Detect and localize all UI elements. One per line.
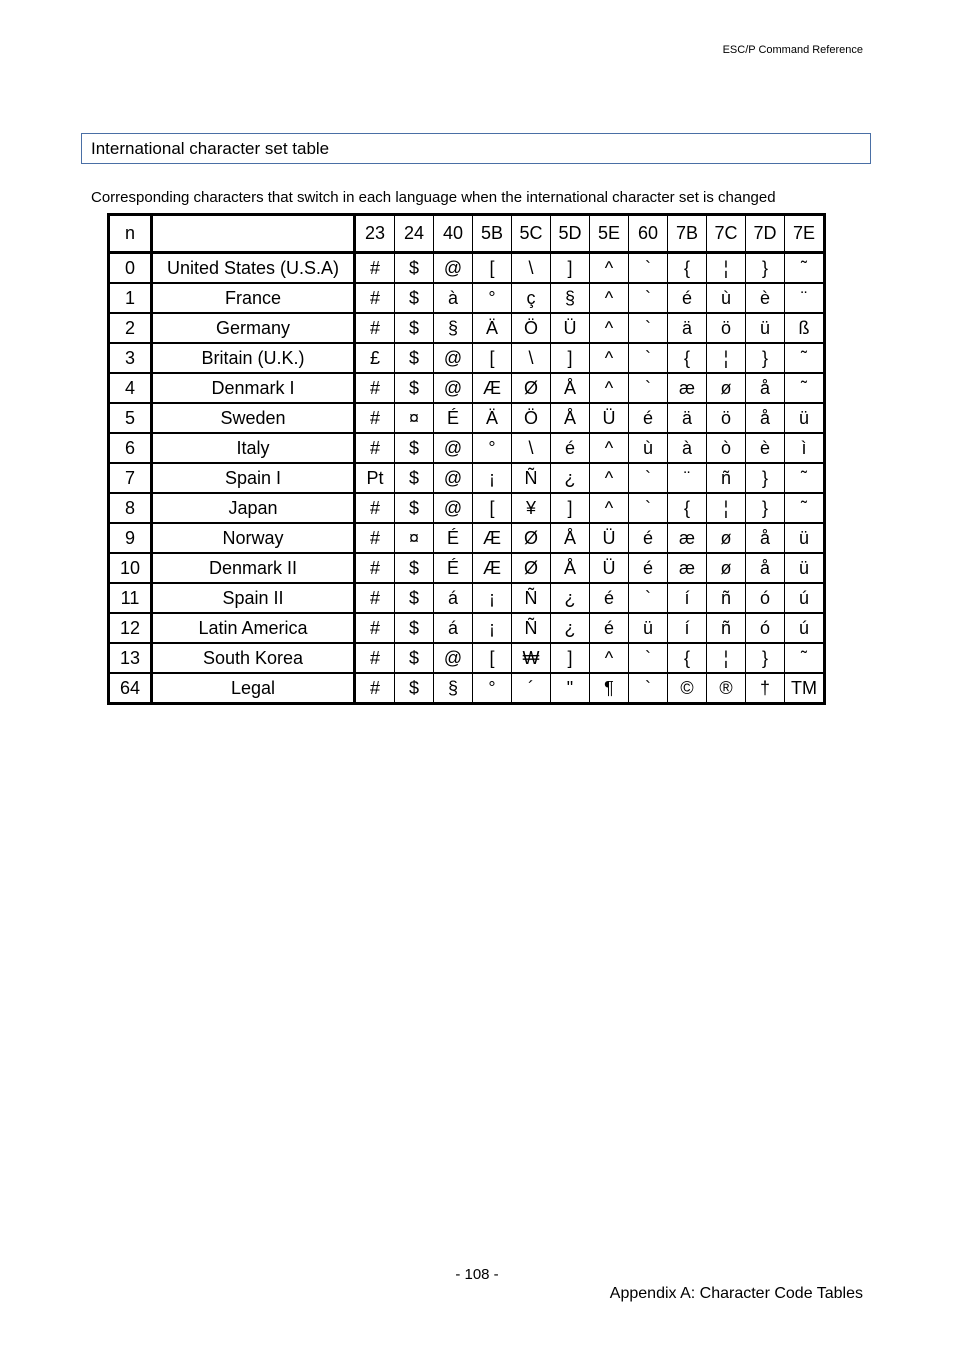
char-cell: ` — [629, 673, 668, 704]
table-header-row — [109, 215, 825, 253]
char-cell: é — [629, 553, 668, 583]
table-row — [109, 283, 825, 313]
char-cell: Æ — [473, 373, 512, 403]
char-cell: ¨ — [785, 283, 825, 313]
char-cell: ` — [629, 343, 668, 373]
char-cell: ® — [707, 673, 746, 704]
char-cell: ø — [707, 523, 746, 553]
char-cell: ` — [629, 313, 668, 343]
char-cell: ^ — [590, 463, 629, 493]
char-cell: ¦ — [707, 343, 746, 373]
char-cell: ^ — [590, 643, 629, 673]
row-n: 1 — [109, 283, 152, 313]
header-code-5e: 5E — [590, 215, 629, 253]
char-cell: á — [434, 583, 473, 613]
table-row — [109, 493, 825, 523]
char-cell: Ñ — [512, 463, 551, 493]
header-code-7e: 7E — [785, 215, 825, 253]
char-cell: ` — [629, 463, 668, 493]
row-n: 64 — [109, 673, 152, 704]
char-cell: å — [746, 373, 785, 403]
char-cell: ü — [629, 613, 668, 643]
char-cell: § — [551, 283, 590, 313]
char-cell: à — [668, 433, 707, 463]
char-cell: \ — [512, 343, 551, 373]
char-cell: [ — [473, 643, 512, 673]
char-cell: $ — [395, 283, 434, 313]
header-code-5d: 5D — [551, 215, 590, 253]
row-country: Norway — [152, 523, 355, 553]
char-cell: ₩ — [512, 643, 551, 673]
char-cell: ˜ — [785, 253, 825, 284]
char-cell: ø — [707, 373, 746, 403]
char-cell: $ — [395, 613, 434, 643]
char-cell: ° — [473, 283, 512, 313]
char-cell: å — [746, 553, 785, 583]
row-country: Sweden — [152, 403, 355, 433]
row-n: 5 — [109, 403, 152, 433]
char-cell: } — [746, 463, 785, 493]
char-cell: [ — [473, 493, 512, 523]
table-row — [109, 523, 825, 553]
char-cell: { — [668, 493, 707, 523]
char-cell: } — [746, 253, 785, 284]
char-cell: @ — [434, 643, 473, 673]
row-country: Germany — [152, 313, 355, 343]
char-cell: ` — [629, 283, 668, 313]
char-cell: ^ — [590, 283, 629, 313]
char-cell: í — [668, 583, 707, 613]
char-cell: é — [590, 613, 629, 643]
char-cell: ¨ — [668, 463, 707, 493]
char-cell: $ — [395, 343, 434, 373]
char-cell: Ä — [473, 313, 512, 343]
char-cell: " — [551, 673, 590, 704]
char-cell: ú — [785, 613, 825, 643]
row-n: 3 — [109, 343, 152, 373]
table-row — [109, 673, 825, 704]
table-row — [109, 253, 825, 284]
char-cell: Ü — [590, 403, 629, 433]
section-title: International character set table — [81, 133, 871, 164]
table-row — [109, 433, 825, 463]
international-charset-table — [107, 213, 826, 705]
char-cell: Ü — [551, 313, 590, 343]
row-country: Legal — [152, 673, 355, 704]
char-cell: $ — [395, 253, 434, 284]
char-cell: $ — [395, 643, 434, 673]
char-cell: ü — [746, 313, 785, 343]
char-cell: æ — [668, 373, 707, 403]
table-row — [109, 373, 825, 403]
table-row — [109, 313, 825, 343]
char-cell: # — [355, 313, 395, 343]
char-cell: ^ — [590, 253, 629, 284]
table-row — [109, 553, 825, 583]
char-cell: ¤ — [395, 523, 434, 553]
row-country: Denmark II — [152, 553, 355, 583]
header-code-24: 24 — [395, 215, 434, 253]
char-cell: é — [668, 283, 707, 313]
char-cell: ` — [629, 583, 668, 613]
char-cell: { — [668, 343, 707, 373]
char-cell: ] — [551, 493, 590, 523]
char-cell: $ — [395, 493, 434, 523]
page-number: - 108 - — [455, 1266, 499, 1283]
footer-chapter-title: Appendix A: Character Code Tables — [609, 1285, 863, 1302]
char-cell: è — [746, 283, 785, 313]
char-cell: ä — [668, 403, 707, 433]
char-cell: É — [434, 403, 473, 433]
char-cell: ñ — [707, 583, 746, 613]
char-cell: $ — [395, 463, 434, 493]
char-cell: ¦ — [707, 493, 746, 523]
char-cell: } — [746, 493, 785, 523]
char-cell: [ — [473, 343, 512, 373]
row-country: France — [152, 283, 355, 313]
char-cell: è — [746, 433, 785, 463]
char-cell: Ü — [590, 523, 629, 553]
char-cell: ó — [746, 583, 785, 613]
char-cell: æ — [668, 523, 707, 553]
char-cell: $ — [395, 313, 434, 343]
table-row — [109, 343, 825, 373]
char-cell: # — [355, 493, 395, 523]
char-cell: ¦ — [707, 253, 746, 284]
char-cell: Æ — [473, 553, 512, 583]
char-cell: é — [629, 403, 668, 433]
char-cell: ó — [746, 613, 785, 643]
char-cell: Ö — [512, 403, 551, 433]
char-cell: Å — [551, 553, 590, 583]
char-cell: $ — [395, 433, 434, 463]
header-code-40: 40 — [434, 215, 473, 253]
char-cell: # — [355, 553, 395, 583]
char-cell: ü — [785, 403, 825, 433]
char-cell: ] — [551, 343, 590, 373]
char-cell: Ñ — [512, 583, 551, 613]
char-cell: { — [668, 253, 707, 284]
char-cell: } — [746, 343, 785, 373]
row-n: 11 — [109, 583, 152, 613]
char-cell: à — [434, 283, 473, 313]
char-cell: # — [355, 403, 395, 433]
row-n: 9 — [109, 523, 152, 553]
char-cell: # — [355, 523, 395, 553]
table-row — [109, 583, 825, 613]
table-row — [109, 643, 825, 673]
char-cell: ¿ — [551, 583, 590, 613]
char-cell: # — [355, 253, 395, 284]
char-cell: @ — [434, 253, 473, 284]
running-header: ESC/P Command Reference — [722, 44, 863, 56]
char-cell: ¡ — [473, 463, 512, 493]
char-cell: { — [668, 643, 707, 673]
char-cell: ç — [512, 283, 551, 313]
char-cell: @ — [434, 373, 473, 403]
char-cell: ^ — [590, 433, 629, 463]
char-cell: $ — [395, 673, 434, 704]
header-code-7c: 7C — [707, 215, 746, 253]
char-cell: £ — [355, 343, 395, 373]
header-code-7b: 7B — [668, 215, 707, 253]
char-cell: ù — [707, 283, 746, 313]
char-cell: Ü — [590, 553, 629, 583]
char-cell: ˜ — [785, 373, 825, 403]
char-cell: ò — [707, 433, 746, 463]
char-cell: ö — [707, 403, 746, 433]
char-cell: TM — [785, 673, 825, 704]
char-cell: # — [355, 433, 395, 463]
char-cell: ˜ — [785, 643, 825, 673]
char-cell: § — [434, 673, 473, 704]
char-cell: Ö — [512, 313, 551, 343]
header-code-5b: 5B — [473, 215, 512, 253]
char-cell: © — [668, 673, 707, 704]
char-cell: ¶ — [590, 673, 629, 704]
char-cell: ^ — [590, 373, 629, 403]
char-cell: # — [355, 283, 395, 313]
char-cell: ñ — [707, 613, 746, 643]
char-cell: ù — [629, 433, 668, 463]
table-caption: Corresponding characters that switch in each language when the international character set is changed — [91, 189, 776, 206]
row-country: Latin America — [152, 613, 355, 643]
char-cell: † — [746, 673, 785, 704]
char-cell: æ — [668, 553, 707, 583]
char-cell: í — [668, 613, 707, 643]
row-n: 6 — [109, 433, 152, 463]
char-cell: @ — [434, 433, 473, 463]
char-cell: É — [434, 523, 473, 553]
char-cell: # — [355, 613, 395, 643]
char-cell: ö — [707, 313, 746, 343]
row-country: Denmark I — [152, 373, 355, 403]
char-cell: ¤ — [395, 403, 434, 433]
char-cell: é — [551, 433, 590, 463]
table-row — [109, 613, 825, 643]
char-cell: ˜ — [785, 343, 825, 373]
char-cell: å — [746, 523, 785, 553]
char-cell: ` — [629, 373, 668, 403]
char-cell: Ø — [512, 373, 551, 403]
char-cell: á — [434, 613, 473, 643]
table-row — [109, 403, 825, 433]
char-cell: Ñ — [512, 613, 551, 643]
char-cell: Æ — [473, 523, 512, 553]
row-n: 4 — [109, 373, 152, 403]
char-cell: Å — [551, 373, 590, 403]
char-cell: ä — [668, 313, 707, 343]
row-country: Italy — [152, 433, 355, 463]
char-cell: ü — [785, 553, 825, 583]
char-cell: ü — [785, 523, 825, 553]
char-cell: ¿ — [551, 463, 590, 493]
char-cell: ^ — [590, 493, 629, 523]
char-cell: ° — [473, 673, 512, 704]
char-cell: Ø — [512, 523, 551, 553]
char-cell: ˜ — [785, 493, 825, 523]
row-n: 7 — [109, 463, 152, 493]
char-cell: ¦ — [707, 643, 746, 673]
char-cell: $ — [395, 553, 434, 583]
char-cell: \ — [512, 253, 551, 284]
char-cell: Å — [551, 403, 590, 433]
char-cell: ø — [707, 553, 746, 583]
char-cell: @ — [434, 463, 473, 493]
char-cell: ¡ — [473, 583, 512, 613]
row-country: Spain I — [152, 463, 355, 493]
char-cell: Ø — [512, 553, 551, 583]
row-n: 10 — [109, 553, 152, 583]
row-country: Britain (U.K.) — [152, 343, 355, 373]
char-cell: @ — [434, 343, 473, 373]
header-n: n — [109, 215, 152, 253]
char-cell: ß — [785, 313, 825, 343]
row-n: 0 — [109, 253, 152, 284]
row-country: Spain II — [152, 583, 355, 613]
char-cell: ¿ — [551, 613, 590, 643]
row-n: 8 — [109, 493, 152, 523]
row-n: 12 — [109, 613, 152, 643]
row-n: 13 — [109, 643, 152, 673]
char-cell: # — [355, 643, 395, 673]
char-cell: ´ — [512, 673, 551, 704]
char-cell: ¥ — [512, 493, 551, 523]
char-cell: Ä — [473, 403, 512, 433]
char-cell: ì — [785, 433, 825, 463]
char-cell: $ — [395, 583, 434, 613]
char-cell: Å — [551, 523, 590, 553]
char-cell: # — [355, 583, 395, 613]
char-cell: § — [434, 313, 473, 343]
char-cell: ¡ — [473, 613, 512, 643]
char-cell: å — [746, 403, 785, 433]
row-n: 2 — [109, 313, 152, 343]
char-cell: } — [746, 643, 785, 673]
char-cell: ° — [473, 433, 512, 463]
char-cell: ] — [551, 643, 590, 673]
header-code-60: 60 — [629, 215, 668, 253]
char-cell: [ — [473, 253, 512, 284]
row-country: United States (U.S.A) — [152, 253, 355, 284]
char-cell: # — [355, 373, 395, 403]
char-cell: ` — [629, 643, 668, 673]
table-row — [109, 463, 825, 493]
header-code-23: 23 — [355, 215, 395, 253]
char-cell: É — [434, 553, 473, 583]
char-cell: # — [355, 673, 395, 704]
char-cell: é — [629, 523, 668, 553]
header-code-5c: 5C — [512, 215, 551, 253]
char-cell: ˜ — [785, 463, 825, 493]
char-cell: $ — [395, 373, 434, 403]
header-name — [152, 215, 355, 253]
char-cell: ^ — [590, 313, 629, 343]
char-cell: @ — [434, 493, 473, 523]
row-country: Japan — [152, 493, 355, 523]
char-cell: é — [590, 583, 629, 613]
row-country: South Korea — [152, 643, 355, 673]
char-cell: \ — [512, 433, 551, 463]
char-cell: ú — [785, 583, 825, 613]
char-cell: Pt — [355, 463, 395, 493]
char-cell: ` — [629, 493, 668, 523]
header-code-7d: 7D — [746, 215, 785, 253]
char-cell: ^ — [590, 343, 629, 373]
char-cell: ] — [551, 253, 590, 284]
char-cell: ` — [629, 253, 668, 284]
char-cell: ñ — [707, 463, 746, 493]
